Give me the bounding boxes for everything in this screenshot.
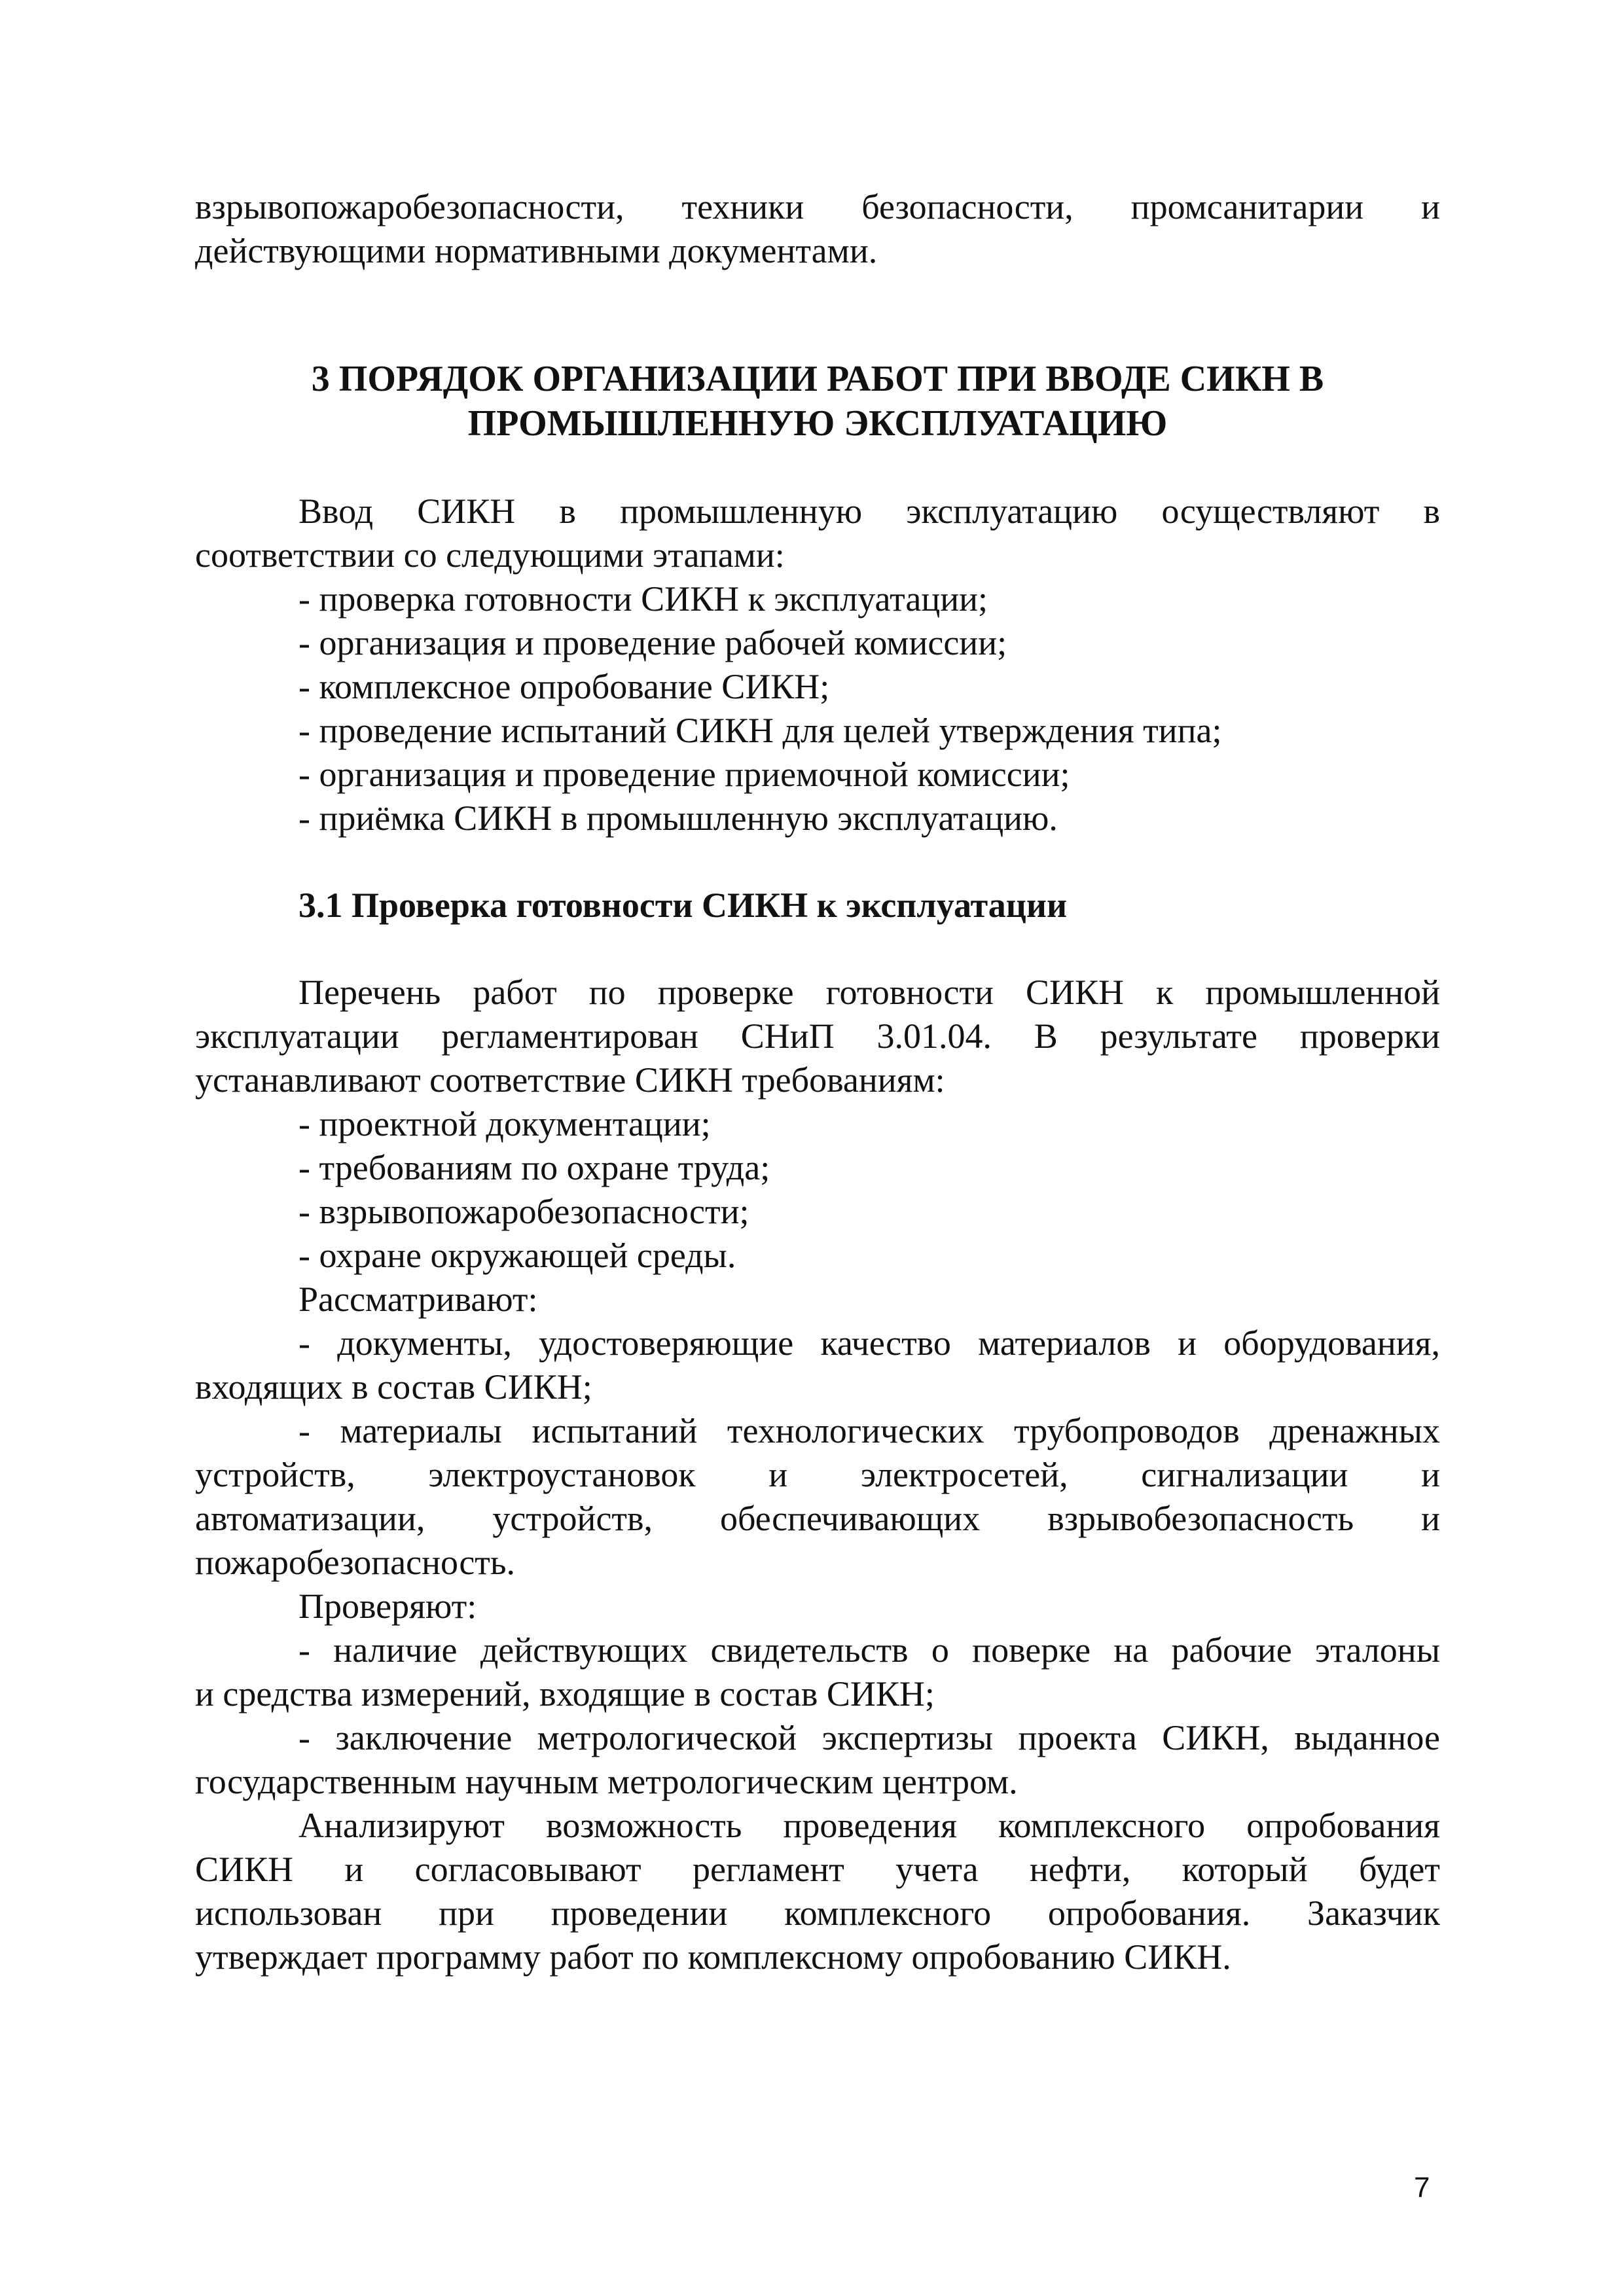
intro-paragraph [195, 185, 1440, 273]
check-item-1-line-1: - наличие действующих свидетельств о поверке на рабочие эталоны [298, 1630, 1440, 1670]
section-3-1-heading: 3.1 Проверка готовности СИКН к эксплуатации [298, 886, 1068, 925]
final-line-1: Анализируют возможность проведения комплексного опробования [298, 1806, 1440, 1845]
final-line-3: использован при проведении комплексного опробования. Заказчик [195, 1893, 1440, 1933]
section-3-lead-line-2: соответствии со следующими этапами: [195, 535, 785, 575]
consider-label: Рассматривают: [298, 1280, 538, 1319]
stage-item: - проверка готовности СИКН к эксплуатации; [298, 579, 988, 619]
final-line-4: утверждает программу работ по комплексному опробованию СИКН. [195, 1937, 1231, 1977]
check-label: Проверяют: [298, 1587, 477, 1626]
requirement-item: - проектной документации; [298, 1104, 711, 1143]
para1-line-3: устанавливают соответствие СИКН требованиям: [195, 1060, 945, 1100]
section-3-1-body [195, 971, 1440, 1979]
section-3-heading [195, 357, 1440, 446]
page-number: 7 [1414, 2172, 1430, 2204]
section-3-lead-line-1: Ввод СИКН в промышленную эксплуатацию осуществляют в [298, 492, 1440, 531]
stage-item: - организация и проведение рабочей комиссии; [298, 623, 1007, 662]
intro-line-1: взрывопожаробезопасности, техники безопасности, промсанитарии и [195, 187, 1440, 226]
requirement-item: - требованиям по охране труда; [298, 1148, 770, 1187]
check-item-1-line-2: и средства измерений, входящие в состав СИКН; [195, 1674, 935, 1713]
para1-line-2: эксплуатации регламентирован СНиП 3.01.04. В результате проверки [195, 1016, 1440, 1056]
section-3-body [195, 490, 1440, 840]
requirement-item: - охране окружающей среды. [298, 1236, 736, 1275]
consider-item-2-line-3: автоматизации, устройств, обеспечивающих взрывобезопасность и [195, 1499, 1440, 1538]
stage-item: - проведение испытаний СИКН для целей утверждения типа; [298, 711, 1222, 750]
stage-item: - комплексное опробование СИКН; [298, 667, 830, 706]
check-item-2-line-1: - заключение метрологической экспертизы проекта СИКН, выданное [298, 1718, 1440, 1757]
stage-item: - приёмка СИКН в промышленную эксплуатацию. [298, 798, 1058, 838]
consider-item-2-line-1: - материалы испытаний технологических трубопроводов дренажных [298, 1411, 1440, 1450]
requirement-item: - взрывопожаробезопасности; [298, 1192, 749, 1231]
para1-line-1: Перечень работ по проверке готовности СИКН к промышленной [298, 973, 1440, 1012]
consider-item-1-line-1: - документы, удостоверяющие качество материалов и оборудования, [298, 1323, 1440, 1363]
stage-item: - организация и проведение приемочной комиссии; [298, 755, 1070, 794]
consider-item-1-line-2: входящих в состав СИКН; [195, 1367, 592, 1407]
check-item-2-line-2: государственным научным метрологическим центром. [195, 1762, 1018, 1801]
consider-item-2-line-4: пожаробезопасность. [195, 1543, 516, 1582]
intro-line-2: действующими нормативными документами. [195, 231, 878, 270]
consider-item-2-line-2: устройств, электроустановок и электросетей, сигнализации и [195, 1455, 1440, 1494]
final-line-2: СИКН и согласовывают регламент учета нефти, который будет [195, 1850, 1440, 1889]
section-3-heading-line-1: 3 ПОРЯДОК ОРГАНИЗАЦИИ РАБОТ ПРИ ВВОДЕ СИКН В [311, 359, 1324, 399]
section-3-heading-line-2: ПРОМЫШЛЕННУЮ ЭКСПЛУАТАЦИЮ [467, 403, 1168, 444]
